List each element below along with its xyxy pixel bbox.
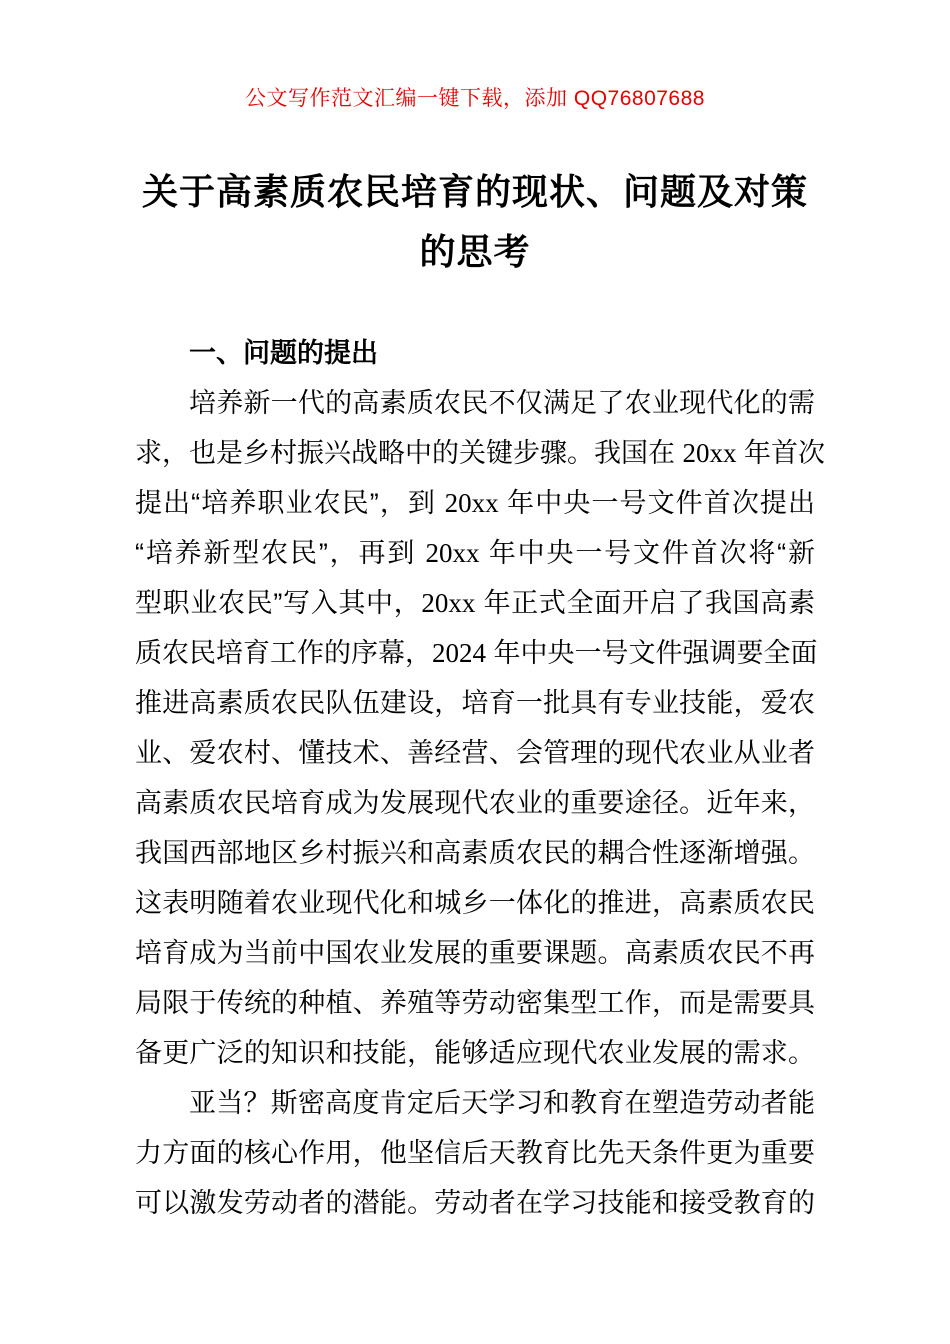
text-line: 求，也是乡村振兴战略中的关键步骤。我国在 20xx 年首次: [135, 438, 826, 468]
text-line: 我国西部地区乡村振兴和高素质农民的耦合性逐渐增强。: [135, 838, 815, 868]
text-line: 型职业农民”写入其中，20xx 年正式全面开启了我国高素: [135, 588, 815, 618]
text-line: 局限于传统的种植、养殖等劳动密集型工作，而是需要具: [135, 988, 815, 1018]
text-line: 提出“培养职业农民”，到 20xx 年中央一号文件首次提出: [135, 488, 815, 518]
text-line: 培育成为当前中国农业发展的重要课题。高素质农民不再: [135, 938, 815, 968]
latin-run: 20xx: [425, 538, 480, 568]
latin-run: 20xx: [444, 488, 499, 518]
text-line: 业、爱农村、懂技术、善经营、会管理的现代农业从业者: [135, 738, 815, 768]
document-title: [0, 162, 950, 282]
document-title-line-1: 关于高素质农民培育的现状、问题及对策: [141, 171, 808, 212]
text-line: 高素质农民培育成为发展现代农业的重要途径。近年来，: [135, 788, 815, 818]
document-title-line-2: 的思考: [419, 231, 531, 272]
text-line: 质农民培育工作的序幕，2024 年中央一号文件强调要全面: [135, 638, 818, 668]
section-heading: 一、问题的提出: [189, 338, 378, 368]
header-download-notice: 公文写作范文汇编一键下载，添加 QQ76807688: [245, 87, 705, 110]
text-line: 推进高素质农民队伍建设，培育一批具有专业技能，爱农: [135, 688, 815, 718]
text-line: 备更广泛的知识和技能，能够适应现代农业发展的需求。: [135, 1038, 815, 1068]
text-line: 培养新一代的高素质农民不仅满足了农业现代化的需: [189, 388, 815, 418]
text-line: 力方面的核心作用，他坚信后天教育比先天条件更为重要: [135, 1138, 815, 1168]
document-body: [135, 328, 826, 1228]
text-line: 这表明随着农业现代化和城乡一体化的推进，高素质农民: [135, 888, 815, 918]
text-line: 亚当？斯密高度肯定后天学习和教育在塑造劳动者能: [189, 1088, 815, 1118]
text-line: 可以激发劳动者的潜能。劳动者在学习技能和接受教育的: [135, 1188, 815, 1218]
text-line: “培养新型农民”，再到 20xx 年中央一号文件首次将“新: [135, 538, 815, 568]
latin-run: 2024: [432, 638, 486, 668]
latin-run: 20xx: [421, 588, 476, 618]
latin-run: 20xx: [682, 438, 737, 468]
